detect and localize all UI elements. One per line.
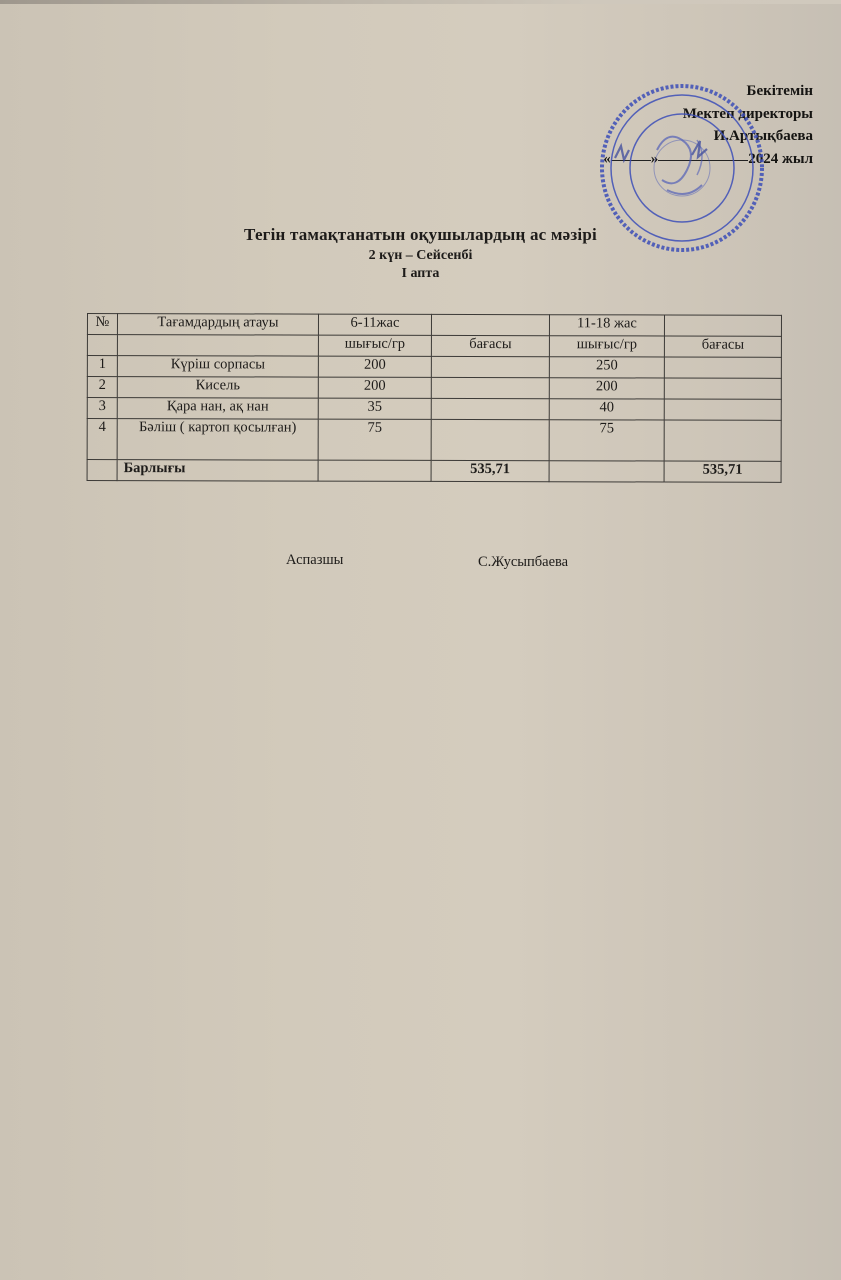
col-price-11-18-header: бағасы	[664, 336, 781, 357]
date-close-quote: »	[650, 150, 659, 167]
signature-name: С.Жусыпбаева	[478, 554, 569, 570]
col-age-11-18-header: 11-18 жас	[549, 315, 664, 336]
price-6-11	[431, 356, 549, 377]
dish-name: Кисель	[117, 377, 318, 399]
table-row	[87, 398, 781, 421]
header-empty-cell	[117, 335, 318, 357]
col-age-6-11-header: 6-11жас	[318, 314, 431, 335]
portion-6-11: 75	[318, 419, 431, 460]
row-number: 4	[87, 419, 117, 460]
approval-director-name: И.Артықбаева	[713, 128, 813, 144]
total-empty-cell	[318, 460, 431, 481]
price-11-18	[664, 420, 781, 461]
col-portion-11-18-header: шығыс/гр	[549, 336, 664, 357]
price-11-18	[664, 357, 781, 378]
signature-role: Аспазшы	[286, 552, 344, 568]
portion-11-18: 250	[549, 357, 664, 378]
col-price-6-11-header: бағасы	[431, 335, 549, 356]
table-row	[87, 356, 781, 379]
week-label: I апта	[401, 266, 440, 281]
header-row-1	[87, 314, 781, 337]
total-price-6-11: 535,71	[431, 460, 549, 481]
header-row-2	[87, 335, 781, 358]
table-row	[87, 377, 781, 400]
col-number-header: №	[87, 314, 117, 335]
header-empty-cell	[664, 315, 781, 336]
row-number: 2	[87, 377, 117, 398]
total-empty-cell	[87, 460, 117, 481]
row-number: 3	[87, 398, 117, 419]
total-label: Барлығы	[117, 460, 318, 482]
portion-11-18: 200	[549, 378, 664, 399]
portion-11-18: 75	[549, 420, 664, 461]
document-header	[0, 223, 841, 283]
day-label: 2 күн – Сейсенбі	[368, 248, 473, 263]
portion-6-11: 200	[318, 356, 431, 377]
dish-name: Қара нан, ақ нан	[117, 398, 318, 420]
header-empty-cell	[431, 314, 549, 335]
row-number: 1	[87, 356, 117, 377]
price-6-11	[431, 377, 549, 398]
price-6-11	[431, 398, 549, 419]
day-blank	[611, 159, 651, 161]
price-11-18	[664, 399, 781, 420]
col-dish-name-header: Тағамдардың атауы	[117, 314, 318, 336]
menu-table	[87, 313, 782, 483]
dish-name: Бәліш ( картоп қосылған)	[117, 419, 318, 461]
page-title: Тегін тамақтанатын оқушылардың ас мәзірі	[244, 225, 597, 244]
approval-block	[603, 80, 813, 170]
photo-top-edge	[0, 0, 841, 4]
total-price-11-18: 535,71	[664, 461, 781, 482]
price-6-11	[431, 419, 549, 460]
price-11-18	[664, 378, 781, 399]
total-empty-cell	[549, 461, 664, 482]
approval-title: Бекітемін	[746, 83, 813, 99]
total-row	[87, 460, 781, 483]
portion-6-11: 200	[318, 377, 431, 398]
approval-position: Мектеп директоры	[682, 105, 813, 122]
table-row	[87, 419, 781, 462]
date-year: 2024 жыл	[748, 150, 813, 167]
month-blank	[658, 159, 748, 161]
date-open-quote: «	[603, 150, 611, 167]
portion-6-11: 35	[318, 398, 431, 419]
header-empty-cell	[87, 335, 117, 356]
approval-date	[603, 148, 813, 171]
dish-name: Күріш сорпасы	[117, 356, 318, 378]
col-portion-6-11-header: шығыс/гр	[318, 335, 431, 356]
portion-11-18: 40	[549, 399, 664, 420]
